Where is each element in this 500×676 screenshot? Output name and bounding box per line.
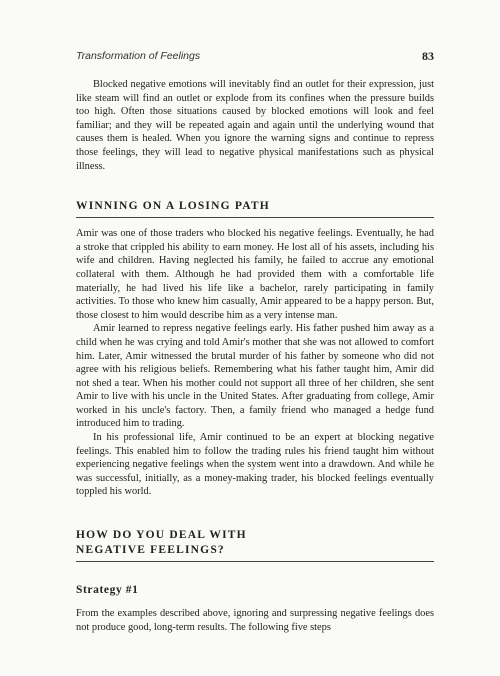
section-heading-winning: WINNING ON A LOSING PATH <box>76 200 270 213</box>
amir-story-block <box>76 227 434 499</box>
section-heading-line1: HOW DO YOU DEAL WITH <box>76 529 247 542</box>
body-paragraph: In his professional life, Amir continued to be an expert at blocking negative feelings. This enabled him to follow the trading rules his friend taught him without experiencing negative feelings when the system went into a drawdown. And while he was successful, initially, as a money-making trader, his blocked feelings eventually toppled his world. <box>76 432 434 498</box>
heading-rule <box>76 217 434 218</box>
body-paragraph: Amir learned to repress negative feelings early. His father pushed him away as a child when he was crying and told Amir's mother that she was not allowed to comfort him. Later, Amir witnessed the brutal murder of his father by someone who did not agree with his religious beliefs. Remembering what his father taught him, Amir did not shed a tear. When his mother could not support all three of her children, she sent Amir to live with his uncle in the United States. After graduating from college, Amir worked in his uncle's factory. Then, a family friend who managed a hedge fund introduced him to trading. <box>76 323 434 430</box>
heading-rule <box>76 561 434 562</box>
section-heading-block <box>76 199 434 218</box>
running-title: Transformation of Feelings <box>76 50 201 62</box>
strategy-block <box>76 607 434 634</box>
section-heading-block <box>76 528 434 562</box>
intro-paragraph: Blocked negative emotions will inevitably find an outlet for their expression, just like steam will find an outlet or explode from its confines when the pressure builds too high. Often those situations caused by blocked emotions will look and feel familiar; and they will be repeated again and again until the underlying wound that causes them is healed. When you ignore the warning signs and continue to repress those feelings, they will lead to negative physical manifestations such as physical illness. <box>76 79 434 172</box>
running-head <box>76 50 434 66</box>
intro-block <box>76 78 434 173</box>
page-content <box>76 78 434 634</box>
body-paragraph: Amir was one of those traders who blocked his negative feelings. Eventually, he had a stroke that crippled his ability to earn money. He lost all of his assets, including his wife and children. Having neglected his family, he failed to accrue any emotional collateral with them. Although he had provided them with a comfortable life materially, he had lived his life like a bachelor, rarely participating in family activities. To those who knew him casually, Amir appeared to be a happy person. But, those closest to him would describe him as a very intense man. <box>76 228 434 321</box>
strategy-subheading: Strategy #1 <box>76 584 139 597</box>
strategy-paragraph: From the examples described above, ignoring and surpressing negative feelings does not produce good, long-term results. The following five steps <box>76 608 434 633</box>
page-number: 83 <box>422 49 434 63</box>
section-heading-line2: NEGATIVE FEELINGS? <box>76 544 225 557</box>
